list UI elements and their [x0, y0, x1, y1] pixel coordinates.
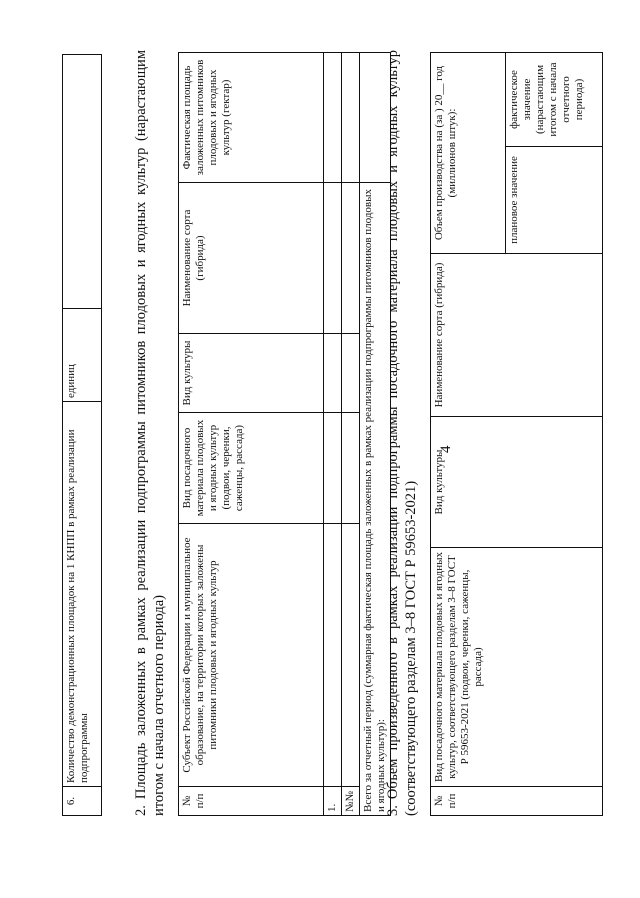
row-number: 1.	[324, 787, 342, 816]
col-material-header: Вид посадочного материала плодовых и ягодных культур (подвои, черенки, саженцы, рассада)	[179, 413, 324, 524]
col-material-header: Вид посадочного материала плодовых и ягодных культур, соответствующего разделам 3–8 ГОСТ Р 59653-2021 (подвои, черенки, саженцы, рассада)	[431, 548, 603, 787]
demo-plots-table	[62, 54, 102, 816]
value-cell	[63, 55, 102, 309]
section-2-title: Площадь заложенных в рамках реализации подпрограммы питомников плодовых и ягодных культур (нарастающим итогом с начала отчетного периода)	[133, 50, 168, 816]
table-row	[63, 55, 102, 816]
row-number: №№	[341, 787, 359, 816]
col-subject-header: Субъект Российской Федерации и муниципальное образование, на территории которых заложены питомники плодовых и ягодных культур	[179, 524, 324, 787]
col-culture-header: Вид культуры	[431, 417, 603, 548]
page-number: 4	[438, 445, 454, 453]
col-variety-header: Наименование сорта (гибрида)	[431, 254, 603, 417]
col-volume-header: Объем производства на (за ) 20__ год (миллионов штук):	[431, 53, 506, 254]
section-2-number: 2.	[133, 805, 149, 816]
table-header-row	[179, 53, 324, 816]
row-label: Количество демонстрационных площадок на 1 КНПП в рамках реализации подпрограммы	[63, 402, 102, 787]
section-3-title: Объем произведенного в рамках реализации подпрограммы посадочного материала плодовых и ягодных культур (соответствующего разделам 3–8 ГОСТ Р 59653-2021)	[385, 50, 420, 816]
col-actual-header: фактическое значение (нарастающим итогом с начала отчетного периода)	[506, 53, 603, 147]
planting-material-table	[430, 52, 603, 816]
section-3-number: 3.	[385, 805, 401, 816]
total-label: Всего за отчетный период (суммарная фактическая площадь заложенных в рамках реализации подпрограммы питомников плодовых и ягодных культур):	[359, 183, 390, 816]
unit-cell: единиц	[63, 309, 102, 402]
row-number: 6.	[63, 787, 102, 816]
table-row	[341, 53, 359, 816]
col-variety-header: Наименование сорта (гибрида)	[179, 183, 324, 334]
nursery-area-table	[178, 52, 391, 816]
section-2-heading	[132, 50, 168, 816]
table-header-row	[431, 53, 506, 816]
col-num-header: № п/п	[179, 787, 324, 816]
col-num-header: № п/п	[431, 787, 603, 816]
section-3-heading	[384, 50, 420, 816]
col-culture-header: Вид культуры	[179, 334, 324, 413]
col-planned-header: плановое значение	[506, 147, 603, 254]
table-row	[324, 53, 342, 816]
col-area-header: Фактическая площадь заложенных питомников плодовых и ягодных культур (гектар)	[179, 53, 324, 183]
